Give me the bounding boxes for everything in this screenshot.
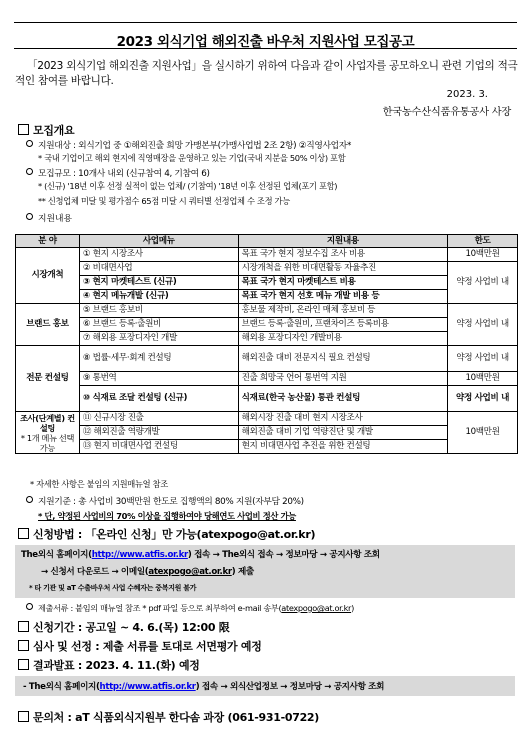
content-cell: 홍보물 제작비, 온라인 매체 홍보비 등: [238, 304, 448, 318]
menu-cell: ⑩ 식재료 조달 컨설팅 (신규): [79, 386, 238, 412]
limit-cell: 10백만원: [448, 412, 518, 454]
overview-target-note: * 국내 기업이고 해외 현지에 직영매장을 운영하고 있는 기업(국내 지분을 50% 이상) 포함: [38, 153, 346, 163]
support-standard-note: * 단, 약정된 사업비의 70% 이상을 집행하여야 당해연도 사업비 정산 가능: [38, 511, 296, 521]
header-cell: 지원내용: [238, 235, 448, 248]
circle-bullet-icon: [26, 603, 33, 610]
support-table: [15, 234, 518, 454]
overview-content-label: 지원내용: [26, 211, 72, 224]
category-adjust-note: * 1개 메뉴 선택 가능: [20, 432, 75, 453]
section-contact: 문의처 : aT 식품외식지원부 한다솜 과장 (061-931-0722): [18, 709, 319, 725]
content-cell: 식재료(한국 농산물) 통관 컨설팅: [238, 386, 448, 412]
menu-cell: ② 비대면사업: [79, 262, 238, 276]
menu-cell: ⑤ 브랜드 홍보비: [79, 304, 238, 318]
table-row: [16, 276, 518, 290]
limit-cell: 약정 사업비 내: [448, 262, 518, 304]
limit-cell: 10백만원: [448, 248, 518, 262]
checkbox-icon: [18, 640, 29, 651]
overview-scale: 모집규모 : 10개사 내외 (신규참여 4, 기참여 6): [26, 166, 210, 179]
apply-step1: The외식 홈페이지(http://www.atfis.or.kr) 접속 → The외식 접속 → 정보마당 → 공지사항 조회: [21, 550, 380, 560]
category-adjust: [16, 412, 80, 454]
checkbox-icon: [18, 528, 29, 539]
section-apply: 신청방법 : 「온라인 신청」만 가능(atexpogo@at.or.kr): [18, 526, 315, 542]
atfis-link[interactable]: http://www.atfis.or.kr: [91, 550, 188, 560]
apply-docs: 제출서류 : 붙임의 매뉴얼 참조 * pdf 파일 등으로 최부하여 e-mail 송부(atexpogo@at.or.kr): [26, 603, 354, 614]
table-row: [16, 372, 518, 386]
apply-email-link[interactable]: atexpogo@at.or.kr: [148, 567, 232, 577]
section-period: 신청기간 : 공고일 ~ 4. 6.(목) 12:00 限: [18, 619, 229, 635]
checkbox-icon: [18, 711, 29, 722]
section-overview: 모집개요: [18, 122, 74, 138]
category-market: 시장개척: [16, 248, 80, 304]
content-cell: 브랜드 등록·출원비, 프랜차이즈 등록비용: [238, 318, 448, 332]
content-cell: 현지 비대면사업 추진을 위한 컨설팅: [238, 440, 448, 454]
intro-paragraph: 「2023 외식기업 해외진출 지원사업」을 실시하기 위하여 다음과 같이 사업자를 공모하오니 관련 기업의 적극적인 참여를 바랍니다.: [15, 60, 518, 87]
page-title: 2023 외식기업 해외진출 바우처 지원사업 모집공고: [116, 34, 415, 50]
apply-steps-box: [15, 545, 515, 598]
table-row: [16, 412, 518, 426]
overview-scale-note1: * (신규) '18년 이후 선정 실적이 없는 업체/ (기참여) '18년 이후 선정된 업체(포기 포함): [38, 181, 338, 191]
title-rule-top: [14, 22, 517, 23]
circle-bullet-icon: [26, 496, 33, 503]
support-standard: 지원기준 : 총 사업비 30백만원 한도로 집행액의 80% 지원(자부담 20%): [26, 494, 304, 507]
table-row: [16, 262, 518, 276]
content-cell: 목표 국가 현지 정보수집 조사 비용: [238, 248, 448, 262]
issue-date: 2023. 3.: [446, 89, 488, 100]
table-row: [16, 290, 518, 304]
table-header-row: [16, 235, 518, 248]
menu-cell: ① 현지 시장조사: [79, 248, 238, 262]
table-row: [16, 248, 518, 262]
atfis-link[interactable]: http://www.atfis.or.kr: [99, 682, 196, 692]
issuer: 한국농수산식품유통공사 사장: [382, 106, 511, 118]
menu-cell: ③ 현지 마켓테스트 (신규): [79, 276, 238, 290]
header-cell: 한도: [448, 235, 518, 248]
content-cell: 목표 국가 현지 마켓테스트 비용: [238, 276, 448, 290]
menu-cell: ⑥ 브랜드 등록·출원비: [79, 318, 238, 332]
title-rule-bottom: [14, 48, 517, 49]
content-cell: 해외진출 대비 기업 역량진단 및 개발: [238, 426, 448, 440]
apply-step2: → 신청서 다운로드 → 이메일(atexpogo@at.or.kr) 제출: [41, 567, 254, 577]
content-cell: 해외진출 대비 전문지식 필요 컨설팅: [238, 346, 448, 372]
header-cell: 분 야: [16, 235, 80, 248]
table-footnote: * 자세한 사항은 붙임의 지원매뉴얼 참조: [30, 479, 168, 489]
circle-bullet-icon: [26, 213, 33, 220]
menu-cell: ⑫ 해외진출 역량개발: [79, 426, 238, 440]
content-cell: 진출 희망국 언어 통번역 지원: [238, 372, 448, 386]
content-cell: 해외용 포장디자인 개발비용: [238, 332, 448, 346]
content-cell: 시장개척을 위한 비대면활동 자율추진: [238, 262, 448, 276]
result-box-text: - The외식 홈페이지(http://www.atfis.or.kr) 접속 → 외식산업정보 → 정보마당 → 공지사항 조회: [23, 682, 385, 692]
header-cell: 사업메뉴: [79, 235, 238, 248]
table-row: [16, 318, 518, 332]
checkbox-icon: [18, 124, 29, 135]
docs-email-link[interactable]: atexpogo@at.or.kr: [281, 603, 352, 613]
content-cell: 목표 국가 현지 선호 메뉴 개발 비용 등: [238, 290, 448, 304]
result-box: [15, 676, 515, 696]
limit-cell: 약정 사업비 내: [448, 304, 518, 346]
table-row: [16, 386, 518, 412]
checkbox-icon: [18, 659, 29, 670]
overview-scale-note2: ** 신청업체 미달 및 평가점수 65점 미달 시 쿼터별 선정업체 수 조정 가능: [38, 196, 290, 206]
overview-target: 지원대상 : 외식기업 중 ①해외진출 희망 가맹본부(가맹사업법 2조 2항) ②직영사업자*: [26, 138, 351, 151]
category-brand: 브랜드 홍보: [16, 304, 80, 346]
limit-cell: 약정 사업비 내: [448, 386, 518, 412]
circle-bullet-icon: [26, 168, 33, 175]
circle-bullet-icon: [26, 140, 33, 147]
section-result: 결과발표 : 2023. 4. 11.(화) 예정: [18, 657, 200, 673]
table-row: [16, 426, 518, 440]
menu-cell: ④ 현지 메뉴개발 (신규): [79, 290, 238, 304]
menu-cell: ⑬ 현지 비대면사업 컨설팅: [79, 440, 238, 454]
category-consult: 전문 컨설팅: [16, 346, 80, 412]
checkbox-icon: [18, 621, 29, 632]
table-row: [16, 304, 518, 318]
content-cell: 해외시장 진출 대비 현지 시장조사: [238, 412, 448, 426]
apply-step-note: * 타 기관 및 aT 수출바우처 사업 수혜자는 중복지원 불가: [29, 584, 197, 592]
menu-cell: ⑨ 통번역: [79, 372, 238, 386]
menu-cell: ⑦ 해외용 포장디자인 개발: [79, 332, 238, 346]
table-row: [16, 332, 518, 346]
menu-cell: ⑪ 신규시장 진출: [79, 412, 238, 426]
section-review: 심사 및 선정 : 제출 서류를 토대로 서면평가 예정: [18, 638, 262, 654]
table-row: [16, 440, 518, 454]
table-row: [16, 346, 518, 372]
limit-cell: 10백만원: [448, 372, 518, 386]
category-adjust-label: 조사(단계별) 컨설팅: [20, 412, 75, 433]
menu-cell: ⑧ 법률·세무·회계 컨설팅: [79, 346, 238, 372]
limit-cell: 약정 사업비 내: [448, 346, 518, 372]
